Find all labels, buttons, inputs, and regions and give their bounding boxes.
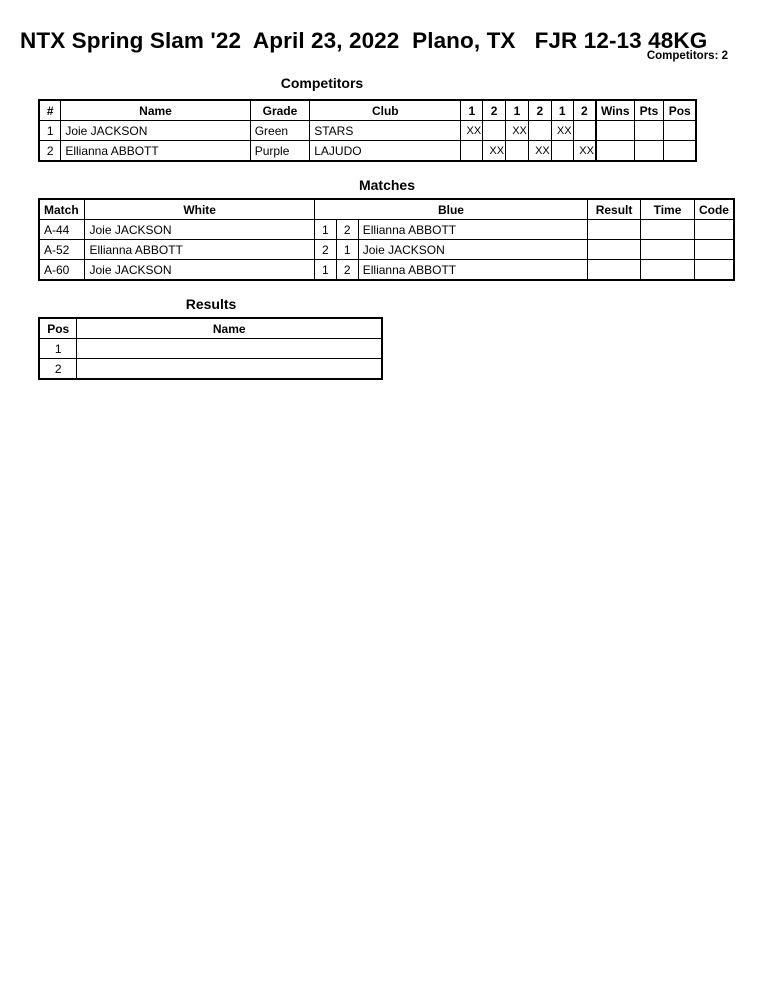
col-header-pos: Pos [664, 100, 696, 121]
round-cell [528, 121, 551, 141]
match-id: A-44 [39, 220, 85, 240]
matches-table [38, 198, 735, 281]
col-header-wins: Wins [596, 100, 634, 121]
wins-cell [596, 141, 634, 162]
round-cell: XX [483, 141, 506, 162]
col-header-code: Code [694, 199, 734, 220]
competitor-num: 2 [39, 141, 61, 162]
match-id: A-60 [39, 260, 85, 281]
col-header-white: White [85, 199, 314, 220]
table-row [39, 121, 696, 141]
competitor-grade: Purple [250, 141, 310, 162]
results-header-row [39, 318, 382, 339]
pts-cell [634, 121, 664, 141]
table-row [39, 359, 382, 380]
competitors-section-title: Competitors [280, 75, 364, 91]
table-row [39, 339, 382, 359]
col-header-num: # [39, 100, 61, 121]
competitor-name: Joie JACKSON [61, 121, 250, 141]
wins-cell [596, 121, 634, 141]
white-number: 1 [314, 220, 336, 240]
table-row [39, 260, 734, 281]
results-section-title: Results [185, 296, 237, 312]
competitors-count: Competitors: 2 [646, 50, 728, 62]
competitors-header-row [39, 100, 696, 121]
time-cell [641, 260, 695, 281]
result-cell [588, 240, 641, 260]
blue-number: 2 [336, 260, 358, 281]
white-competitor: Joie JACKSON [85, 260, 314, 281]
result-name [77, 339, 382, 359]
competitor-num: 1 [39, 121, 61, 141]
round-cell: XX [528, 141, 551, 162]
round-cell [506, 141, 529, 162]
results-table [38, 317, 383, 380]
blue-number: 1 [336, 240, 358, 260]
col-header-blue: Blue [314, 199, 587, 220]
competitor-grade: Green [250, 121, 310, 141]
round-cell: XX [573, 141, 596, 162]
round-cell: XX [506, 121, 529, 141]
result-pos: 2 [39, 359, 77, 380]
white-number: 2 [314, 240, 336, 260]
time-cell [641, 220, 695, 240]
competitors-table [38, 99, 697, 162]
pos-cell [664, 121, 696, 141]
col-header-round: 2 [528, 100, 551, 121]
round-cell: XX [461, 121, 483, 141]
code-cell [694, 260, 734, 281]
round-cell [551, 141, 573, 162]
col-header-pos: Pos [39, 318, 77, 339]
white-competitor: Ellianna ABBOTT [85, 240, 314, 260]
table-row [39, 240, 734, 260]
pts-cell [634, 141, 664, 162]
result-pos: 1 [39, 339, 77, 359]
col-header-grade: Grade [250, 100, 310, 121]
match-id: A-52 [39, 240, 85, 260]
white-competitor: Joie JACKSON [85, 220, 314, 240]
competitor-club: STARS [310, 121, 461, 141]
round-cell: XX [551, 121, 573, 141]
col-header-round: 1 [461, 100, 483, 121]
matches-section-title: Matches [358, 177, 416, 193]
col-header-round: 1 [551, 100, 573, 121]
time-cell [641, 240, 695, 260]
result-cell [588, 220, 641, 240]
competitor-club: LAJUDO [310, 141, 461, 162]
col-header-club: Club [310, 100, 461, 121]
white-number: 1 [314, 260, 336, 281]
result-name [77, 359, 382, 380]
blue-competitor: Ellianna ABBOTT [358, 220, 587, 240]
col-header-round: 2 [483, 100, 506, 121]
table-row [39, 141, 696, 162]
col-header-name: Name [61, 100, 250, 121]
matches-header-row [39, 199, 734, 220]
col-header-pts: Pts [634, 100, 664, 121]
blue-competitor: Joie JACKSON [358, 240, 587, 260]
pos-cell [664, 141, 696, 162]
round-cell [483, 121, 506, 141]
round-cell [573, 121, 596, 141]
col-header-time: Time [641, 199, 695, 220]
code-cell [694, 220, 734, 240]
competitor-name: Ellianna ABBOTT [61, 141, 250, 162]
round-cell [461, 141, 483, 162]
col-header-match: Match [39, 199, 85, 220]
col-header-result: Result [588, 199, 641, 220]
blue-number: 2 [336, 220, 358, 240]
blue-competitor: Ellianna ABBOTT [358, 260, 587, 281]
col-header-name: Name [77, 318, 382, 339]
page-title: NTX Spring Slam '22 April 23, 2022 Plano, TX FJR 12-13 48KG [20, 28, 708, 53]
col-header-round: 1 [506, 100, 529, 121]
col-header-round: 2 [573, 100, 596, 121]
table-row [39, 220, 734, 240]
result-cell [588, 260, 641, 281]
code-cell [694, 240, 734, 260]
